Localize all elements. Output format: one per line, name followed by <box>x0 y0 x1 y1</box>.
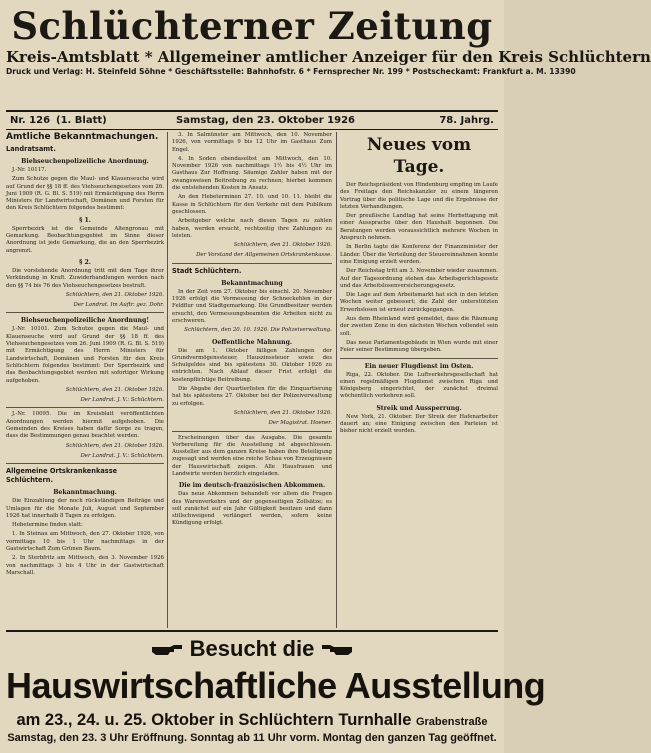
divider <box>172 263 332 264</box>
notice-subtitle: Bekanntmachung <box>221 279 283 287</box>
notice-ref: J.-Nr. 10117. <box>12 167 47 173</box>
office-heading: Landratsamt. <box>6 145 56 153</box>
news-paragraph: Der Reichspräsident von Hindenburg empfing im Laufe des Freitags den Reichskanzler zu einem längeren Vortrag über die politische Lage und die Ergebnisse der letzten Verhandlungen. <box>340 182 498 210</box>
notice-date: Schlüchtern, den 21. Oktober 1926. <box>233 242 332 249</box>
news-paragraph: Die Lage auf dem Arbeitsmarkt hat sich in den letzten Wochen weiter gebessert; die Zahl der unterstützten Erwerbslosen ist erneut zurückgegangen. <box>340 292 498 313</box>
notice-signature: Der Vorstand der Allgemeinen Ortskrankenkasse. <box>196 252 332 259</box>
ad-opening-hours: Samstag, den 23. 3 Uhr Eröffnung. Sonntag ab 11 Uhr vorm. Montag den ganzen Tag geöffnet. <box>7 732 497 744</box>
publisher-info: Druck und Verlag: H. Steinfeld Söhne * Geschäftsstelle: Bahnhofstr. 6 * Fernsprecher Nr. 199 * Postscheckamt: Frankfurt a. M. 13390 <box>6 67 576 76</box>
notice-signature: Schlüchtern, den 20. 10. 1926. Die Polizeiverwaltung. <box>184 327 332 334</box>
issue-date: Samstag, den 23. Oktober 1926 <box>176 115 356 126</box>
news-paragraph: In Berlin tagte die Konferenz der Finanzminister der Länder. Über die Verteilung der Steuereinnahmen konnte eine Einigung erzielt werden. <box>340 244 499 265</box>
pointing-hand-left-icon <box>320 643 354 657</box>
news-subheading: Ein neuer Flugdienst im Osten. <box>364 362 474 370</box>
news-paragraph: Der preußische Landtag hat seine Herbsttagung mit einer Aussprache über den Haushalt begonnen. Die Beratungen werden voraussichtlich mehrere Wochen in Anspruch nehmen. <box>340 213 498 242</box>
divider <box>6 407 164 408</box>
notice-paragraph: 4. In Soden ebendaselbst am Mittwoch, den 10. November 1926 von nachmittags 1½ bis 4½ Uhr im Gasthaus Zur Hoffnung. Säumige Zahler haben mit der zwangsweisen Beitreibung zu rechnen; hierbei kommen die entstehenden Kosten in Ansatz. <box>172 155 332 192</box>
exhibition-advertisement <box>6 630 546 751</box>
notice-title: Oeffentliche Mahnung. <box>211 338 293 346</box>
notice-paragraph: Die am 1. Oktober fälligen Zahlungen der Grundvermögenssteuer, Hauszinssteuer sowie des Schulgeldes sind bis spätestens 30. Oktober 1926 zu entrichten. Nach Ablauf dieser Frist erfolgt die kostenpflichtige Beitreibung. <box>172 347 332 383</box>
ad-headline-row <box>6 636 498 662</box>
section-heading: Amtliche Bekanntmachungen. <box>6 132 159 142</box>
dateline <box>6 110 498 130</box>
notice-paragraph: J.-Nr. 10095. Die im Kreisblatt veröffentlichten Anordnungen werden hiermit aufgehoben. Die Gemeinden des Kreises haben dafür Sorge zu tragen, dass die Bestimmungen genau beachtet werden. <box>6 411 164 440</box>
notice-date: Schlüchtern, den 21. Oktober 1926. <box>65 386 164 393</box>
news-paragraph: Der Reichstag tritt am 3. November wieder zusammen. Auf der Tagesordnung stehen das Arbeitsgerichtsgesetz und das Arbeitslosenversicherungsgesetz. <box>340 268 498 289</box>
notice-title: Allgemeine Ortskrankenkasse Schlüchtern. <box>6 467 118 485</box>
notice-paragraph: An den Hebeterminen 27. 10. und 10. 11. bleibt die Kasse in Schlüchtern für den Verkehr mit dem Publikum geschlossen. <box>172 194 332 215</box>
notice-paragraph: Die Einzahlung der noch rückständigen Beiträge und Umlagen für die Monate Juli, August und September 1926 hat innerhalb 8 Tagen zu erfolgen. <box>6 498 164 519</box>
notice-paragraph: In der Zeit vom 27. Oktober bis einschl. 20. November 1926 erfolgt die Vermessung der Schneckehlen in der Feldflur und Stadtgemarkung. Die Grundbesitzer werden ersucht, den Vermessungsbeamten die Arbeiten nicht zu erschweren. <box>172 288 332 324</box>
notice-paragraph: 2. In Sterbfritz am Mittwoch, den 3. November 1926 von nachmittags 3 bis 4 Uhr in der Gastwirtschaft Marschall. <box>6 555 164 576</box>
column-official-notices <box>6 132 164 628</box>
column-local-notices <box>172 132 332 628</box>
article-title: Die im deutsch-französischen Abkommen. <box>178 482 326 490</box>
divider <box>172 431 332 432</box>
news-paragraph: New York, 21. Oktober. Der Streik der Hafenarbeiter dauert an; eine Einigung zwischen den Parteien ist bisher nicht erzielt worden. <box>340 413 498 435</box>
divider <box>6 463 164 464</box>
ad-title: Hauswirtschaftliche Ausstellung <box>6 665 546 706</box>
notice-title: Biehseuchenpolizeiliche Anordnung! <box>20 317 150 325</box>
paragraph-number: § 2. <box>79 258 91 266</box>
news-paragraph: Aus dem Rheinland wird gemeldet, dass die Räumung der zweiten Zone in den nächsten Wochen vollendet sein soll. <box>340 316 498 337</box>
notice-subtitle: Bekanntmachung. <box>53 489 117 497</box>
office-heading: Stadt Schlüchtern. <box>172 266 242 275</box>
divider <box>6 312 164 313</box>
notice-signature: Der Landrat. J. V.: Schüchtern. <box>80 397 164 404</box>
issue-number: Nr. 126 <box>10 115 51 126</box>
news-paragraph: Das neue Parlamentsgebäude in Wien wurde mit einer Feier seiner Bestimmung übergeben. <box>340 339 498 354</box>
notice-title: Biehseuchenpolizeiliche Anordnung. <box>21 158 149 165</box>
masthead <box>6 4 651 77</box>
pointing-hand-right-icon <box>150 643 184 657</box>
column-rule <box>336 132 337 628</box>
notice-signature: Der Landrat. J. V.: Schüchtern. <box>80 452 164 459</box>
column-news <box>340 132 498 628</box>
news-heading: Neues vom Tage. <box>366 135 472 177</box>
news-paragraph: Riga, 22. Oktober. Die Luftverkehrsgesellschaft hat einen regelmäßigen Flugdienst zwischen Riga und Königsberg eingerichtet, der zunächst dreimal wöchentlich verkehren soll. <box>340 371 498 400</box>
notice-paragraph: Zum Schutze gegen die Maul- und Klauenseuche wird auf Grund der §§ 18 ff. des Viehseuchengesetzes vom 26. Juni 1909 (R. G. Bl. S. 519) mit Ermächtigung des Herrn Ministers für Landwirtschaft, Domänen und Forsten für den Kreis Schlüchtern folgendes bestimmt: <box>6 176 164 212</box>
newspaper-subtitle: Kreis-Amtsblatt * Allgemeiner amtlicher Anzeiger für den Kreis Schlüchtern <box>6 48 651 66</box>
article-paragraph: Erscheinungen über das Ausgabe. Die gesamte Vorbereitung für die Ausstellung ist abgeschlossen. Aussteller aus dem ganzen Kreise haben ihre Beteiligung zugesagt und werden eine reiche Schau von Erzeugnissen der Hauswirtschaft zeigen. Alle Hausfrauen und Landwirte werden herzlich eingeladen. <box>172 434 332 477</box>
sheet-number: (1. Blatt) <box>56 115 107 126</box>
notice-paragraph: Die Abgabe der Quartierlisten für die Einquartierung hat bis spätestens 27. Oktober bei der Polizeiverwaltung zu erfolgen. <box>172 386 332 407</box>
notice-paragraph: 1. In Steinau am Mittwoch, den 27. Oktober 1926, von vormittags 10 bis 1 Uhr nachmittags in der Gastwirtschaft Zum Grünen Baum. <box>6 531 164 552</box>
notice-paragraph: J.-Nr. 10101. Zum Schutze gegen die Maul- und Klauenseuche wird auf Grund der §§ 18 ff. des Viehseuchengesetzes vom 26. Juni 1909 (R. G. Bl. S. 519) mit Ermächtigung des Herrn Ministers für Landwirtschaft, Domänen und Forsten für den Kreis Schlüchtern folgendes bestimmt: Der Sperrbezirk und das Beobachtungsgebiet werden mit sofortiger Wirkung aufgehoben. <box>6 326 164 384</box>
article-paragraph: Das neue Abkommen behandelt vor allem die Fragen des Warenverkehrs und der gegenseitigen Zollsätze; es soll zunächst auf ein Jahr Gültigkeit besitzen und dann stillschweigend verlängert werden, sofern keine Kündigung erfolgt. <box>172 491 332 527</box>
notice-paragraph: 3. In Salmünster am Mittwoch, den 10. November 1926, von vormittags 9 bis 12 Uhr im Gasthaus Zum Engel. <box>172 132 332 153</box>
column-rule <box>167 132 168 628</box>
paragraph-number: § 1. <box>79 216 91 224</box>
notice-paragraph: Sperrbezirk ist die Gemeinde Altengronau mit Gemarkung. Beobachtungsgebiet im Sinne dieser Anordnung ist jede Gemarkung, die an den Sperrbezirk angrenzt. <box>6 225 164 254</box>
notice-paragraph: Arbeitgeber welche nach diesen Tagen zu zahlen haben, werden ersucht, rechtzeitig ihre Zahlungen zu leisten. <box>172 218 332 239</box>
notice-paragraph: Die vorstehende Anordnung tritt mit dem Tage ihrer Verkündung in Kraft. Zuwiderhandlungen werden nach den §§ 74 bis 76 des Viehseuchengesetzes bestraft. <box>6 267 164 289</box>
ad-headline: Besucht die <box>189 636 315 661</box>
ad-dates-row <box>6 710 498 732</box>
ad-dates: am 23., 24. u. 25. Oktober in Schlüchtern Turnhalle <box>16 711 412 729</box>
notice-date: Schlüchtern, den 21. Oktober 1926. <box>233 409 332 416</box>
notice-signature: Der Magistrat. Hoener. <box>268 420 332 427</box>
notice-paragraph: Hebetermine finden statt: <box>12 522 83 529</box>
notice-signature: Der Landrat. Im Auftr. gez. Dohr. <box>73 302 164 309</box>
volume-year: 78. Jahrg. <box>439 115 494 126</box>
ad-street: Grabenstraße <box>415 716 488 728</box>
notice-date: Schlüchtern, den 21. Oktober 1926. <box>65 442 164 449</box>
news-subheading: Streik und Aussperrung. <box>376 404 462 412</box>
divider <box>340 358 498 359</box>
newspaper-title: Schlüchterner Zeitung <box>11 4 493 48</box>
notice-date: Schlüchtern, den 21. Oktober 1926. <box>65 291 164 298</box>
